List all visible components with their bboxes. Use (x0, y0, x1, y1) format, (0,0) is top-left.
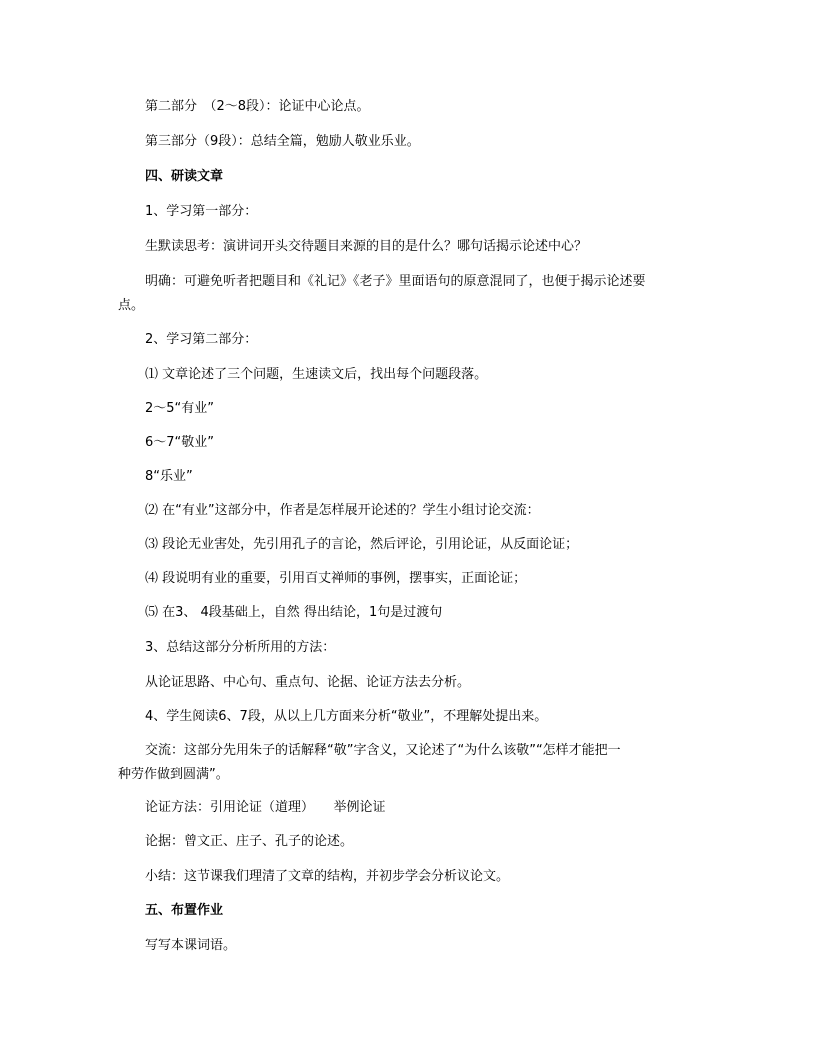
evidence: 论据：曾文正、庄子、孔子的论述。 (145, 834, 354, 849)
step-three-heading: 3、总结这部分分析所用的方法： (145, 640, 336, 655)
clarification-line-2: 点。 (118, 298, 145, 313)
item-1: ⑴ 文章论述了三个问题，生速读文后，找出每个问题段落。 (145, 367, 488, 382)
section-heading-study-text: 四、研读文章 (145, 169, 224, 184)
exchange-line-1: 交流：这部分先用朱子的话解释“敬”字含义，又论述了“为什么该敬”“怎样才能把一 (145, 743, 621, 758)
homework-item: 写写本课词语。 (145, 938, 237, 953)
item-3: ⑶ 段论无业害处，先引用孔子的言论，然后评论，引用论证，从反面论证； (145, 537, 579, 552)
paragraph-part-two: 第二部分 （2～8段）：论证中心论点。 (145, 99, 370, 114)
range-le-ye: 8“乐业” (145, 469, 193, 484)
range-you-ye: 2～5“有业” (145, 401, 215, 416)
analysis-method: 从论证思路、中心句、重点句、论据、论证方法去分析。 (145, 675, 471, 690)
summary: 小结：这节课我们理清了文章的结构，并初步学会分析议论文。 (145, 869, 510, 884)
item-4: ⑷ 段说明有业的重要，引用百丈禅师的事例，摆事实，正面论证； (145, 571, 527, 586)
step-two-heading: 2、学习第二部分： (145, 332, 258, 347)
range-jing-ye: 6～7“敬业” (145, 435, 215, 450)
clarification-line-1: 明确：可避免听者把题目和《礼记》《老子》里面语句的原意混同了，也便于揭示论述要 (145, 274, 646, 289)
item-2: ⑵ 在“有业”这部分中，作者是怎样展开论述的？学生小组讨论交流： (145, 503, 540, 518)
argument-method: 论证方法：引用论证（道理） 举例论证 (145, 800, 386, 815)
item-5: ⑸ 在3、 4段基础上，自然 得出结论，1句是过渡句 (145, 605, 443, 620)
paragraph-part-three: 第三部分（9段）：总结全篇，勉励人敬业乐业。 (145, 134, 420, 149)
step-four-heading: 4、学生阅读6、7段，从以上几方面来分析“敬业”，不理解处提出来。 (145, 709, 548, 724)
step-one-heading: 1、学习第一部分： (145, 204, 258, 219)
section-heading-homework: 五、布置作业 (145, 903, 224, 918)
silent-reading-question: 生默读思考：演讲词开头交待题目来源的目的是什么？哪句话揭示论述中心？ (145, 239, 588, 254)
exchange-line-2: 种劳作做到圆满”。 (118, 767, 229, 782)
